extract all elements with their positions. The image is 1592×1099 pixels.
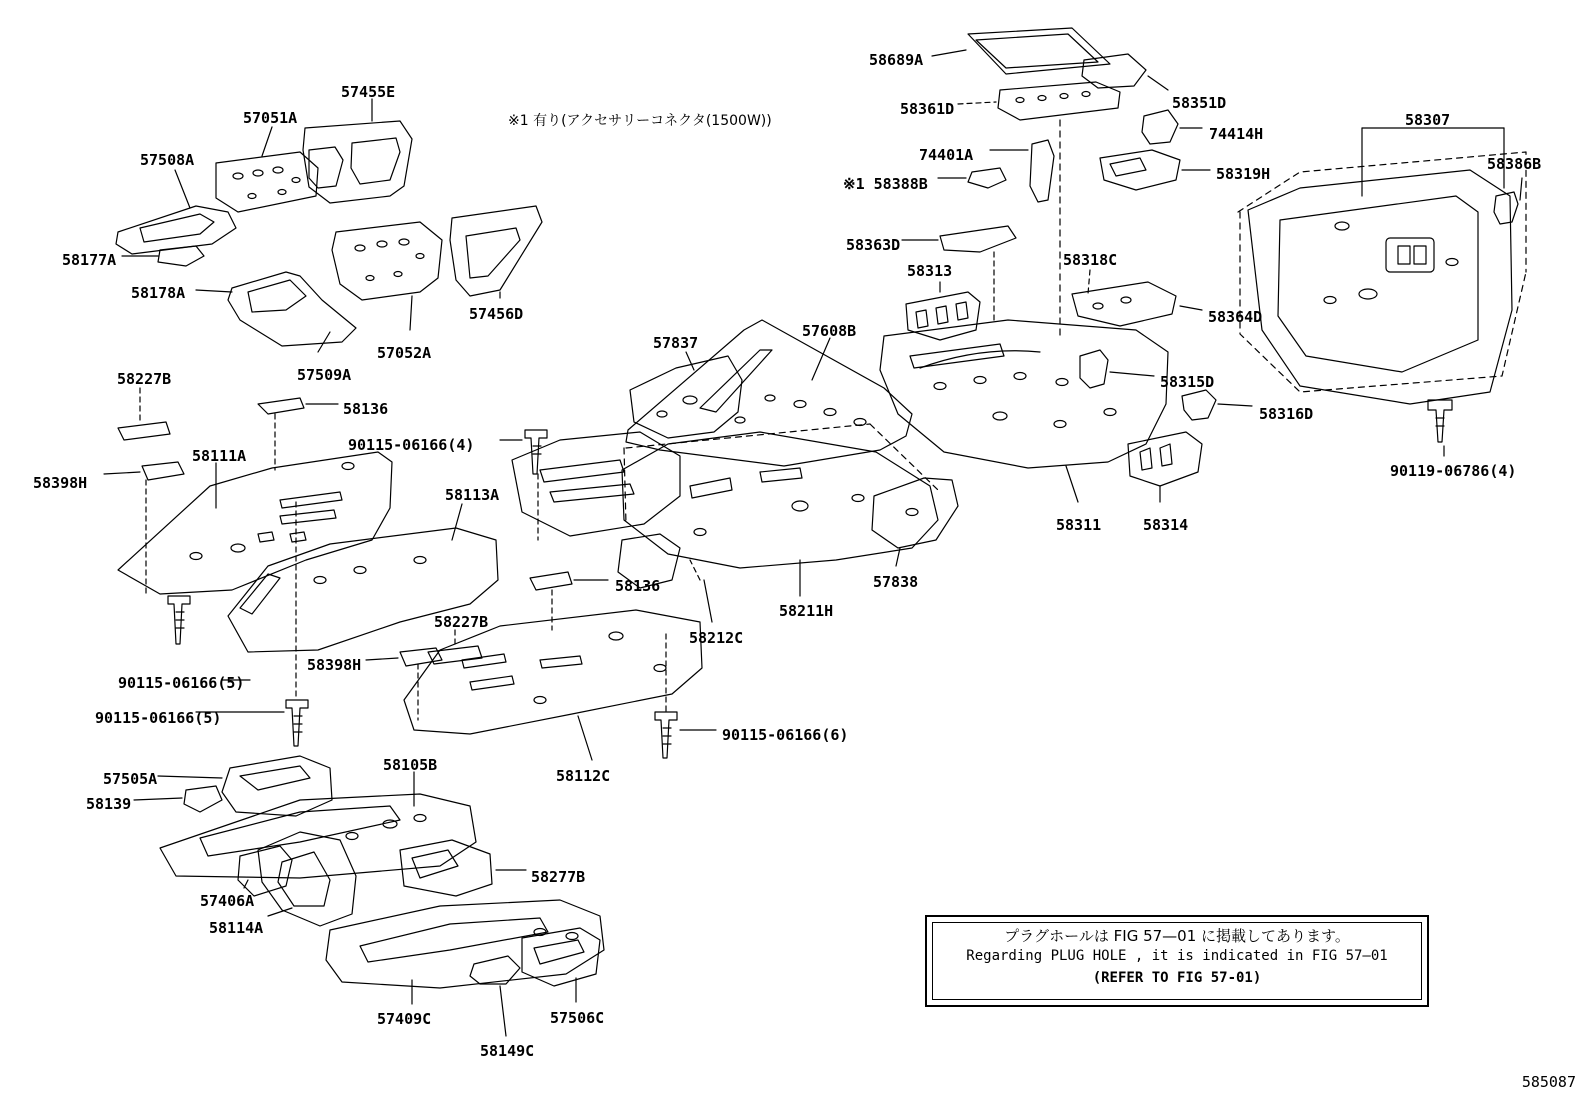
part-label-58114A: 58114A — [209, 919, 264, 937]
note-line-reference: (REFER TO FIG 57-01) — [1092, 970, 1262, 986]
part-label-57508A: 57508A — [140, 151, 195, 169]
part-label-58149C: 58149C — [480, 1042, 535, 1060]
part-label-57052A: 57052A — [377, 344, 432, 362]
part-label-58277B: 58277B — [531, 868, 586, 886]
part-label-58386B: 58386B — [1487, 155, 1542, 173]
part-label-57509A: 57509A — [297, 366, 352, 384]
part-label-74414H: 74414H — [1209, 125, 1264, 143]
part-label-57608B: 57608B — [802, 322, 857, 340]
part-label-58105B: 58105B — [383, 756, 438, 774]
part-label-58111A: 58111A — [192, 447, 247, 465]
part-label-58211H: 58211H — [779, 602, 834, 620]
part-label-58363D: 58363D — [846, 236, 901, 254]
part-label-57838: 57838 — [873, 573, 919, 591]
part-label-90115-06166-4: 90115-06166(4) — [348, 436, 475, 454]
part-label-58112C: 58112C — [556, 767, 611, 785]
part-label-74401A: 74401A — [919, 146, 974, 164]
part-label-58318C: 58318C — [1063, 251, 1118, 269]
part-label-58136-lower: 58136 — [615, 577, 661, 595]
part-label-58227B-upper: 58227B — [117, 370, 172, 388]
part-label-58398H-lower: 58398H — [307, 656, 362, 674]
part-label-58388B: ※1 58388B — [843, 175, 928, 193]
part-label-58313: 58313 — [907, 262, 953, 280]
part-label-58316D: 58316D — [1259, 405, 1314, 423]
part-label-57051A: 57051A — [243, 109, 298, 127]
plug-hole-note-box — [925, 915, 1429, 1007]
part-label-58314: 58314 — [1143, 516, 1189, 534]
part-label-90119-06786-4: 90119-06786(4) — [1390, 462, 1517, 480]
part-label-58689A: 58689A — [869, 51, 924, 69]
part-label-58311: 58311 — [1056, 516, 1102, 534]
part-label-58136-upper: 58136 — [343, 400, 389, 418]
note-line-japanese: プラグホールは FIG 57—01 に掲載してあります。 — [1004, 927, 1350, 945]
part-label-90115-06166-5a: 90115-06166(5) — [118, 674, 245, 692]
part-label-58398H-upper: 58398H — [33, 474, 88, 492]
part-label-57406A: 57406A — [200, 892, 255, 910]
part-label-58315D: 58315D — [1160, 373, 1215, 391]
part-label-58364D: 58364D — [1208, 308, 1263, 326]
figure-code: 585087 — [1521, 1073, 1576, 1091]
part-label-58319H: 58319H — [1216, 165, 1271, 183]
part-label-57505A: 57505A — [103, 770, 158, 788]
part-label-57455E: 57455E — [341, 83, 396, 101]
part-label-90115-06166-6: 90115-06166(6) — [722, 726, 849, 744]
part-label-58227B-lower: 58227B — [434, 613, 489, 631]
part-label-58177A: 58177A — [62, 251, 117, 269]
part-label-58351D: 58351D — [1172, 94, 1227, 112]
part-label-58178A: 58178A — [131, 284, 186, 302]
part-label-57837: 57837 — [653, 334, 699, 352]
part-label-57409C: 57409C — [377, 1010, 432, 1028]
part-label-58139: 58139 — [86, 795, 132, 813]
part-label-57456D: 57456D — [469, 305, 524, 323]
note-line-english: Regarding PLUG HOLE , it is indicated in FIG 57—01 — [966, 948, 1388, 964]
part-label-58307: 58307 — [1405, 111, 1451, 129]
part-label-90115-06166-5b: 90115-06166(5) — [95, 709, 222, 727]
part-label-58113A: 58113A — [445, 486, 500, 504]
part-label-57506C: 57506C — [550, 1009, 605, 1027]
note-accessory-connector: ※1 有り(アクセサリーコネクタ(1500W)) — [508, 113, 772, 129]
part-label-58212C: 58212C — [689, 629, 744, 647]
part-label-58361D: 58361D — [900, 100, 955, 118]
